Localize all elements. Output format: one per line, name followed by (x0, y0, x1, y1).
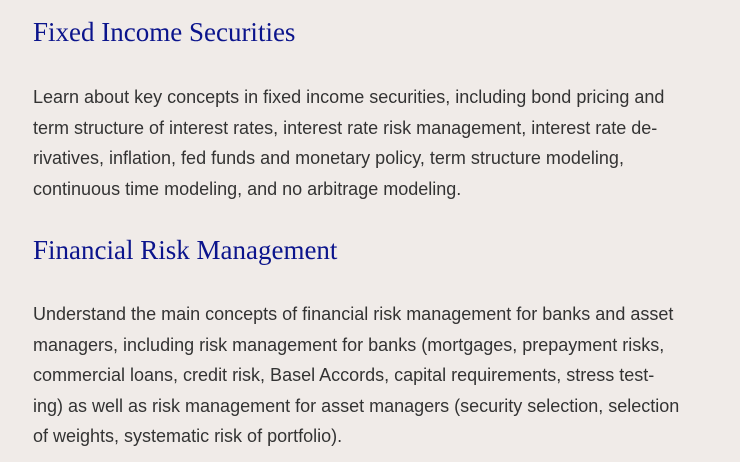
description-line: rivatives, inflation, fed funds and monetary policy, term structure modeling, (33, 148, 624, 168)
description-line: Understand the main concepts of financial risk management for banks and asset (33, 304, 674, 324)
description-line: commercial loans, credit risk, Basel Accords, capital requirements, stress test- (33, 365, 655, 385)
section-description-risk-management (33, 299, 679, 452)
section-description-fixed-income (33, 82, 664, 204)
description-line: term structure of interest rates, interest rate risk management, interest rate de- (33, 117, 658, 138)
description-line: continuous time modeling, and no arbitrage modeling. (33, 178, 462, 199)
description-line: of weights, systematic risk of portfolio). (33, 426, 343, 446)
description-line: ing) as well as risk management for asset managers (security selection, selection (33, 395, 680, 416)
description-line: managers, including risk management for banks (mortgages, prepayment risks, (33, 334, 665, 355)
description-line: Learn about key concepts in fixed income securities, including bond pricing and (33, 87, 665, 107)
section-heading-fixed-income: Fixed Income Securities (33, 17, 296, 47)
section-heading-risk-management: Financial Risk Management (33, 235, 338, 265)
